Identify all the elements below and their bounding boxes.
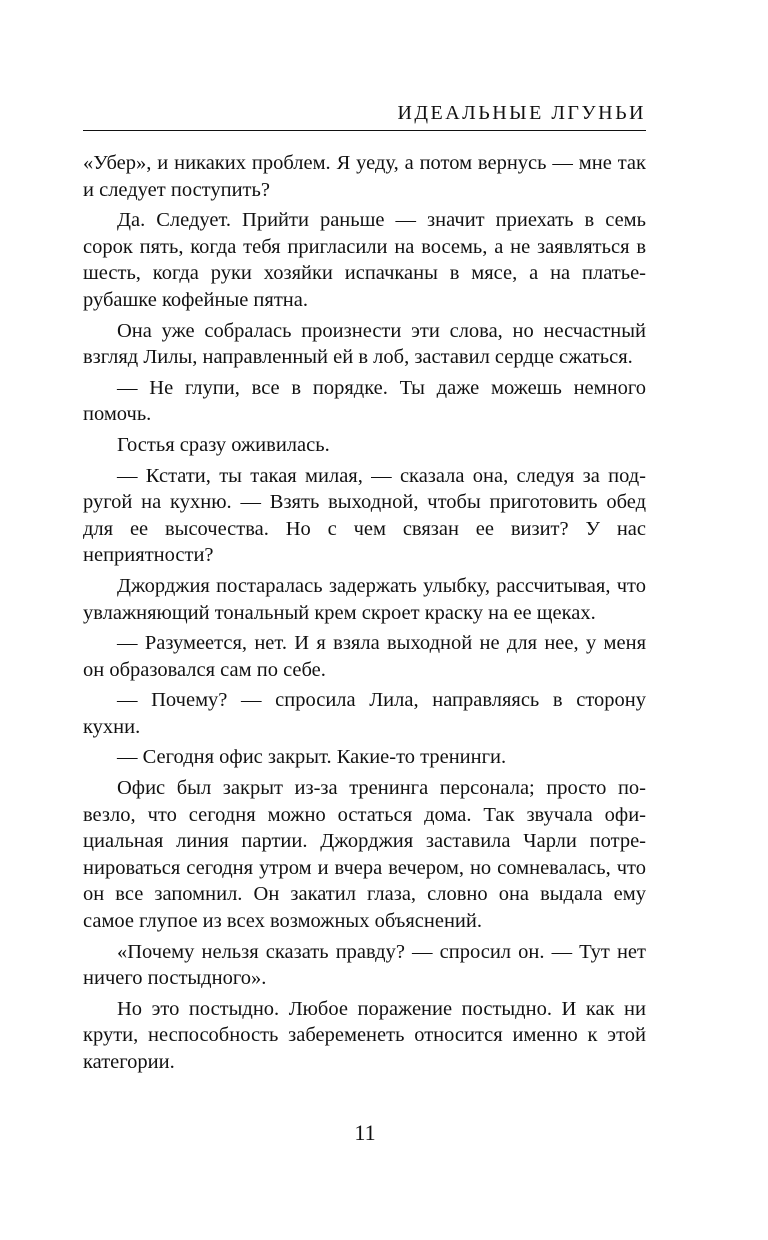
paragraph: Офис был закрыт из-за тренинга персонала; просто повезло, что сегодня можно остаться дома. Так звучала официальная линия партии. Джорджия заставила Чарли потренироваться сегодня утром и вчера вечером, но сомневалась, что он все запомнил. Он закатил глаза, словно она выдала ему самое глупое из всех возможных объяснений. [83,777,646,933]
paragraph: Она уже собралась произнести эти слова, но несчастный взгляд Лилы, направленный ей в лоб, заставил сердце сжаться. [83,319,646,369]
paragraph: Да. Следует. Прийти раньше — значит приехать в семь сорок пять, когда тебя пригласили на восемь, а не заявляться в шесть, когда руки хозяйки испачканы в мясе, а на платье-рубашке кофейные пятна. [83,209,646,311]
page-body [83,150,646,1080]
running-head [83,100,646,131]
paragraph: — Сегодня офис закрыт. Какие-то тренинги. [117,746,507,769]
paragraph: — Разумеется, нет. И я взяла выходной не для нее, у меня он образовался сам по себе. [83,632,646,681]
paragraph: «Почему нельзя сказать правду? — спросил он. — Тут нет ничего постыдного». [83,940,646,990]
paragraph: — Почему? — спросила Лила, направляясь в сторону кухни. [83,689,646,738]
paragraph: Но это постыдно. Любое поражение постыдно. И как ни крути, неспособность забеременеть относится именно к этой категории. [83,997,646,1073]
running-title: ИДЕАЛЬНЫЕ ЛГУНЬИ [397,102,646,124]
paragraph: Джорджия постаралась задержать улыбку, рассчитывая, что увлажняющий тональный крем скроет краску на ее щеках. [83,574,646,624]
paragraph: — Кстати, ты такая милая, — сказала она, следуя за подругой на кухню. — Взять выходной, чтобы приготовить обед для ее высочества. Но с чем связан ее визит? У нас неприятности? [83,464,646,567]
paragraph: — Не глупи, все в порядке. Ты даже можешь немного помочь. [83,376,646,426]
page-number: 11 [354,1120,376,1145]
paragraph: Гостья сразу оживилась. [117,433,330,456]
paragraph: «Убер», и никаких проблем. Я уеду, а потом вернусь — мне так и следует поступить? [83,152,646,201]
